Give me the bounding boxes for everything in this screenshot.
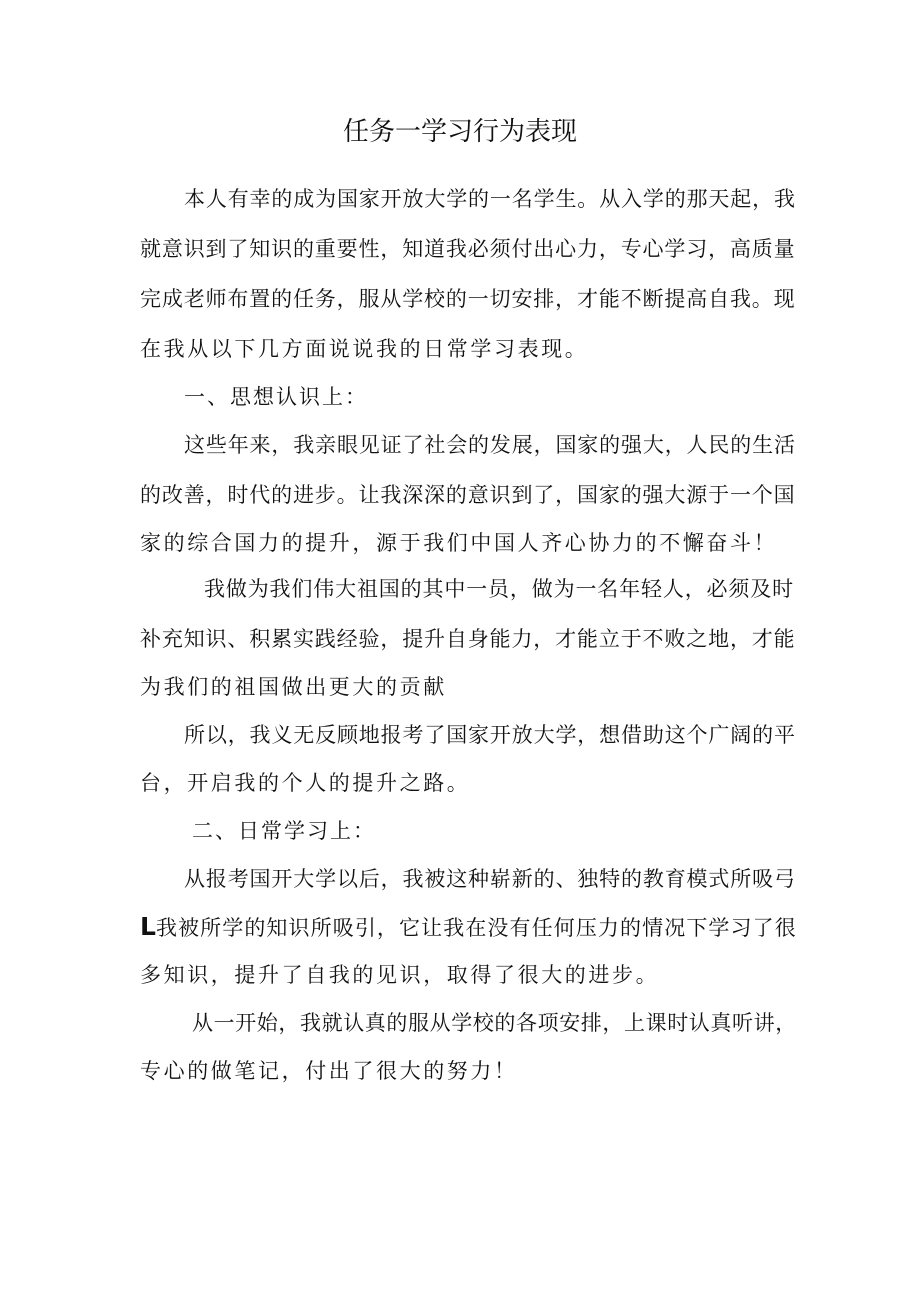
section-1-para-1-line-2: 的改善，时代的进步。让我深深的意识到了，国家的强大源于一个国 bbox=[140, 483, 796, 507]
section-2-para-2-line-1: 从一开始，我就认真的服从学校的各项安排，上课时认真听讲， bbox=[192, 1011, 797, 1035]
section-1-para-2-line-1: 我做为我们伟大祖国的其中一员，做为一名年轻人，必须及时 bbox=[204, 577, 794, 601]
section-2-heading: 二、日常学习上： bbox=[192, 819, 376, 843]
section-1-para-2-line-3: 为我们的祖国做出更大的贡献 bbox=[140, 675, 447, 699]
section-2-para-1-line-3: 多知识，提升了自我的见识，取得了很大的进步。 bbox=[140, 963, 660, 987]
section-2-para-1-line-2-prefix: L bbox=[140, 912, 156, 941]
intro-line-2: 就意识到了知识的重要性，知道我必须付出心力，专心学习，高质量 bbox=[140, 237, 796, 261]
section-1-para-2-line-2: 补充知识、积累实践经验，提升自身能力，才能立于不败之地，才能 bbox=[140, 627, 796, 651]
intro-line-1: 本人有幸的成为国家开放大学的一名学生。从入学的那天起，我 bbox=[184, 187, 796, 211]
section-2-para-1-line-1: 从报考国开大学以后，我被这种崭新的、独特的教育模式所吸弓 bbox=[184, 867, 796, 891]
section-2-para-1-line-2: 我被所学的知识所吸引，它让我在没有任何压力的情况下学习了很 bbox=[155, 916, 797, 940]
intro-line-4: 在我从以下几方面说说我的日常学习表现。 bbox=[140, 337, 589, 361]
section-2-para-2-line-2: 专心的做笔记，付出了很大的努力！ bbox=[140, 1059, 518, 1083]
document-title: 任务一学习行为表现 bbox=[342, 117, 577, 147]
section-1-para-1-line-3: 家的综合国力的提升，源于我们中国人齐心协力的不懈奋斗！ bbox=[140, 531, 778, 555]
section-1-heading: 一、思想认识上： bbox=[184, 385, 368, 409]
section-1-para-1-line-1: 这些年来，我亲眼见证了社会的发展，国家的强大，人民的生活 bbox=[184, 433, 796, 457]
section-1-para-3-line-2: 台，开启我的个人的提升之路。 bbox=[140, 771, 471, 795]
section-1-para-3-line-1: 所以，我义无反顾地报考了国家开放大学，想借助这个广阔的平 bbox=[184, 723, 796, 747]
intro-line-3: 完成老师布置的任务，服从学校的一切安排，才能不断提高自我。现 bbox=[140, 287, 796, 311]
section-2-para-1-line-2-row bbox=[140, 912, 797, 942]
